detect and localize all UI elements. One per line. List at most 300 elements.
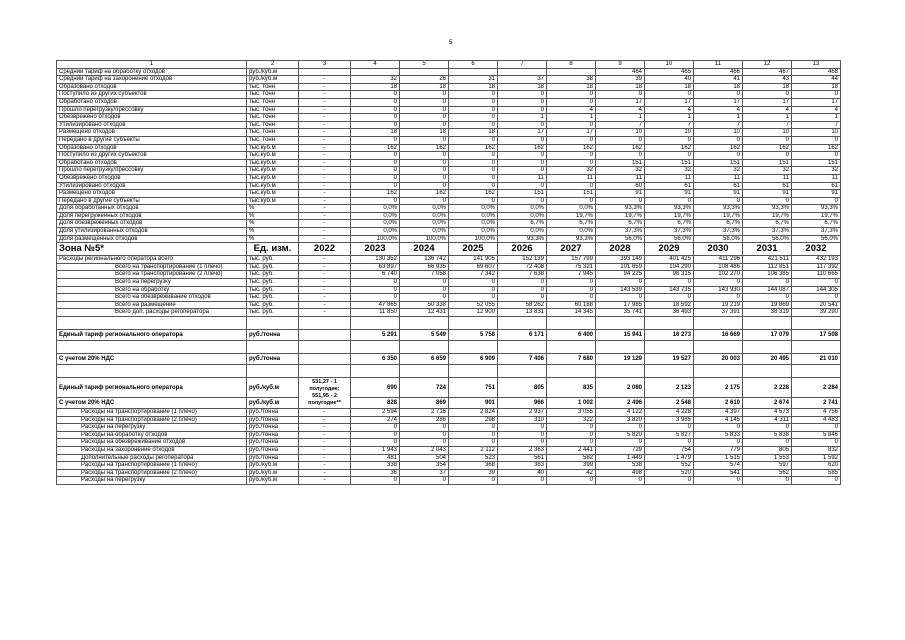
value-cell: 2 284 [792,378,841,398]
value-cell: 0 [449,121,498,129]
empty-cell [57,317,247,330]
value-cell: 0 [547,182,596,190]
empty-cell [57,365,247,378]
value-cell: 17 079 [743,330,792,341]
value-cell: 869 [400,398,449,409]
value-cell: 0 [694,91,743,99]
row-label: Образовано отходов [57,144,247,152]
value-cell: 2 112 [449,446,498,454]
value-cell [400,68,449,76]
value-cell: 104 290 [645,263,694,271]
value-cell: 151 [498,190,547,198]
unit-cell: руб./куб.м [247,398,299,409]
value-cell: 0 [596,294,645,302]
empty-cell [351,317,400,330]
column-number: 8 [547,61,596,69]
value-cell: 10 [743,129,792,137]
empty-cell [792,365,841,378]
table-row [57,439,841,447]
table-row [57,152,841,160]
year-header: 2032 [792,243,841,256]
value-cell: 36 [351,469,400,477]
value-cell: 56,0% [743,235,792,243]
value-cell: 464 [596,68,645,76]
value-cell: 828 [351,398,400,409]
value-cell: 37,3% [645,228,694,236]
value-cell: 901 [449,398,498,409]
value-cell: 0 [351,106,400,114]
empty-cell [547,341,596,354]
value-cell: 0 [743,477,792,485]
row-label: Расходы на транспортирование (1 плечо) [57,409,247,417]
value-cell: 411 296 [694,256,743,264]
value-cell: 17 [792,98,841,106]
value-cell: 93,3% [694,205,743,213]
value-cell: 0 [400,136,449,144]
value-cell: 41 [694,76,743,84]
table-row [57,271,841,279]
value-cell: 151 [792,159,841,167]
empty-cell [449,341,498,354]
value-cell: 0 [449,182,498,190]
value-cell: 11 [792,174,841,182]
unit-cell: тыс. руб. [247,309,299,317]
row-label: Поступило из других субъектов [57,152,247,160]
value-cell: 35 741 [596,309,645,317]
unit-cell: тыс. руб. [247,263,299,271]
value-cell: 15 941 [596,330,645,341]
row-label: Доля обработанных отходов [57,205,247,213]
empty-cell [792,341,841,354]
table-row [57,469,841,477]
value-cell: 7 680 [547,354,596,365]
value-cell: 63 897 [351,263,400,271]
empty-cell [645,365,694,378]
row-label: Расходы на обработку отходов [57,431,247,439]
value-cell: 100,0% [449,235,498,243]
row-label: Расходы на перегрузку [57,424,247,432]
value-cell [498,68,547,76]
table-row [57,76,841,84]
row-label: Доля размещенных отходов [57,235,247,243]
value-cell [547,68,596,76]
unit-cell: руб./куб.м [247,469,299,477]
value-cell: 0,0% [498,228,547,236]
empty-cell [645,317,694,330]
table-row [57,106,841,114]
value-2022: - [299,106,351,114]
unit-cell: % [247,228,299,236]
value-cell: 779 [694,446,743,454]
spacer-row [57,365,841,378]
row-label: Дополнительные расходы регоператора [57,454,247,462]
value-cell: 1 943 [351,446,400,454]
value-cell: 93,3% [792,205,841,213]
value-cell: 38 [547,76,596,84]
value-cell: 58 262 [498,301,547,309]
table-row [57,182,841,190]
value-cell: 466 [694,68,743,76]
value-2022: - [299,271,351,279]
value-cell: 0,0% [498,212,547,220]
value-cell: 0,0% [351,212,400,220]
row-label: Средний тариф на обработку отходов [57,68,247,76]
value-cell: 7 [743,121,792,129]
value-cell: 151 [743,159,792,167]
value-cell: 143 930 [694,286,743,294]
value-cell: 0 [449,167,498,175]
value-cell: 0 [645,294,694,302]
value-cell: 162 [596,144,645,152]
value-cell: 4 [645,106,694,114]
value-cell: 6 171 [498,330,547,341]
value-2022: - [299,91,351,99]
year-header: 2023 [351,243,400,256]
value-cell: 322 [547,416,596,424]
value-2022: - [299,462,351,470]
empty-cell [351,365,400,378]
value-cell: 20 003 [694,354,743,365]
value-2022: - [299,439,351,447]
value-cell: 729 [596,446,645,454]
value-cell: 18 [792,83,841,91]
value-cell: 40 [498,469,547,477]
empty-cell [299,317,351,330]
value-cell: 0 [498,91,547,99]
value-cell: 0 [351,182,400,190]
year-header: 2031 [743,243,792,256]
row-label: Утилизировано отходов [57,121,247,129]
value-cell: 32 [547,167,596,175]
value-cell: 2 824 [449,409,498,417]
value-cell: 37 391 [694,309,743,317]
unit-cell: тыс. тонн [247,98,299,106]
table-row [57,279,841,287]
unit-cell: тыс.куб.м [247,167,299,175]
value-cell: 6,7% [792,220,841,228]
row-label: Обработано отходов [57,98,247,106]
unit-cell: % [247,205,299,213]
value-cell: 0 [400,197,449,205]
value-cell: 0 [547,294,596,302]
value-cell: 0 [400,182,449,190]
value-cell: 4 483 [792,416,841,424]
value-cell: 162 [449,190,498,198]
year-header: 2025 [449,243,498,256]
value-cell: 0 [498,279,547,287]
value-cell: 7 [694,121,743,129]
value-2022: - [299,416,351,424]
value-cell: 399 [547,462,596,470]
column-number-row [57,61,841,69]
value-cell: 0 [351,159,400,167]
value-cell: 0 [400,424,449,432]
value-cell: 100,0% [400,235,449,243]
value-cell: 0 [400,159,449,167]
table-row [57,409,841,417]
value-cell [351,68,400,76]
value-cell: 832 [792,446,841,454]
unit-cell: тыс.куб.м [247,144,299,152]
value-cell: 0 [596,136,645,144]
value-cell: 0 [449,114,498,122]
zone-title: Зона №5* [57,243,247,256]
row-label: Доля утилизированных отходов [57,228,247,236]
value-cell: 0 [400,431,449,439]
empty-cell [694,317,743,330]
value-cell: 1 553 [743,454,792,462]
value-cell: 3 055 [547,409,596,417]
value-cell: 151 [645,159,694,167]
value-cell: 0 [743,279,792,287]
unit-cell: тыс.куб.м [247,159,299,167]
row-label: Всего доп. расходы регоператора [57,309,247,317]
value-cell: 0 [498,182,547,190]
year-header: 2026 [498,243,547,256]
value-2022: - [299,228,351,236]
row-label: Расходы на обезвреживание отходов [57,439,247,447]
value-cell: 520 [645,469,694,477]
value-2022: - [299,76,351,84]
value-cell: 0 [694,279,743,287]
value-cell: 0,0% [400,212,449,220]
value-cell: 0 [400,121,449,129]
value-cell: 0,0% [449,220,498,228]
value-cell: 44 [792,76,841,84]
value-cell: 1 [792,114,841,122]
value-cell: 0 [400,286,449,294]
value-2022: - [299,83,351,91]
table-row [57,121,841,129]
value-cell: 2 123 [645,378,694,398]
value-cell: 3 820 [596,416,645,424]
value-cell: 16 669 [694,330,743,341]
column-number: 9 [596,61,645,69]
value-cell: 91 [596,190,645,198]
value-2022 [299,354,351,365]
value-cell: 18 [351,83,400,91]
unit-cell: тыс.куб.м [247,197,299,205]
value-cell: 0 [498,286,547,294]
table-row [57,228,841,236]
value-cell: 2 937 [498,409,547,417]
value-cell: 620 [792,462,841,470]
row-label: Прошло перегрузку/прессовку [57,106,247,114]
value-cell: 0 [498,159,547,167]
table-row [57,167,841,175]
unit-cell: тыс. тонн [247,136,299,144]
value-cell: 582 [547,454,596,462]
row-label: Доля обезвреженных отходов [57,220,247,228]
value-cell: 1 002 [547,398,596,409]
value-cell: 6,7% [743,220,792,228]
table-row [57,378,841,398]
value-cell: 966 [498,398,547,409]
value-cell: 4 397 [694,409,743,417]
table-row [57,129,841,137]
value-cell: 37,3% [694,228,743,236]
value-cell: 0 [547,279,596,287]
value-cell: 0 [547,121,596,129]
value-cell: 93,3% [743,205,792,213]
unit-cell: руб./тонна [247,409,299,417]
value-cell: 0,0% [547,205,596,213]
value-cell: 162 [743,144,792,152]
value-cell: 5 846 [792,431,841,439]
value-cell: 93,3% [645,205,694,213]
value-cell: 465 [645,68,694,76]
value-cell: 11 [596,174,645,182]
value-cell: 18 [743,83,792,91]
value-cell: 0 [547,424,596,432]
value-cell: 162 [792,144,841,152]
value-cell: 143 539 [596,286,645,294]
value-cell: 0 [694,152,743,160]
value-cell: 0 [351,439,400,447]
value-cell: 18 [547,83,596,91]
value-cell: 401 425 [645,256,694,264]
value-cell: 0 [351,136,400,144]
value-cell: 162 [400,144,449,152]
value-cell: 0 [351,477,400,485]
empty-cell [299,365,351,378]
unit-cell: руб./куб.м [247,378,299,398]
unit-cell: руб./тонна [247,431,299,439]
value-cell: 0 [449,152,498,160]
row-label: Всего на транспортирование (1 плечо) [57,263,247,271]
value-cell: 1 592 [792,454,841,462]
value-cell: 43 [743,76,792,84]
value-cell: 10 [596,129,645,137]
value-cell: 108 486 [694,263,743,271]
value-cell: 5 758 [449,330,498,341]
value-cell: 0 [743,439,792,447]
value-cell: 0 [645,91,694,99]
value-cell: 0 [351,152,400,160]
table-row [57,83,841,91]
value-cell: 39 290 [792,309,841,317]
row-label: Всего на транспортирование (2 плечо) [57,271,247,279]
table-row [57,330,841,341]
value-2022: - [299,279,351,287]
value-cell: 498 [596,469,645,477]
value-cell: 52 055 [449,301,498,309]
value-cell: 101 659 [596,263,645,271]
column-number: 1 [57,61,247,69]
value-cell: 17 [645,98,694,106]
value-cell: 10 [645,129,694,137]
unit-cell: тыс. тонн [247,121,299,129]
value-cell: 60 188 [547,301,596,309]
value-cell: 1 [645,114,694,122]
value-cell: 0 [351,121,400,129]
value-cell: 19,7% [743,212,792,220]
value-cell: 12 431 [400,309,449,317]
column-number: 10 [645,61,694,69]
value-cell: 4 [547,106,596,114]
value-cell: 597 [743,462,792,470]
value-cell: 5 833 [694,431,743,439]
value-cell: 93,3% [498,235,547,243]
value-cell: 0 [547,286,596,294]
value-cell: 6,7% [694,220,743,228]
value-2022: - [299,263,351,271]
table-row [57,190,841,198]
value-cell: 0 [743,136,792,144]
value-cell: 2 496 [596,398,645,409]
value-cell: 18 [449,129,498,137]
value-cell: 2 228 [743,378,792,398]
value-cell: 421 511 [743,256,792,264]
value-cell: 19 527 [645,354,694,365]
table-row [57,144,841,152]
value-cell: 2 441 [547,446,596,454]
value-cell: 7 [596,121,645,129]
value-cell: 0 [498,424,547,432]
value-cell: 2 548 [645,398,694,409]
value-cell: 1 [743,114,792,122]
value-cell: 754 [645,446,694,454]
value-cell: 481 [351,454,400,462]
value-cell: 2 043 [400,446,449,454]
value-cell: 42 [547,469,596,477]
value-cell: 541 [694,469,743,477]
value-cell: 0 [792,477,841,485]
value-cell: 0 [400,279,449,287]
value-cell: 0 [400,439,449,447]
table-row [57,205,841,213]
value-cell: 6 740 [351,271,400,279]
value-cell: 2 741 [792,398,841,409]
table-row [57,263,841,271]
unit-cell: тыс.куб.м [247,174,299,182]
value-cell: 56,0% [645,235,694,243]
table-row [57,136,841,144]
table-row [57,431,841,439]
column-number: 11 [694,61,743,69]
spacer-row [57,341,841,354]
value-cell: 17 [743,98,792,106]
value-cell: 6,7% [645,220,694,228]
value-cell: 805 [743,446,792,454]
unit-cell: % [247,212,299,220]
column-number: 3 [299,61,351,69]
value-cell: 0 [547,159,596,167]
value-cell: 0 [449,136,498,144]
row-label: С учетом 20% НДС [57,354,247,365]
value-cell: 162 [645,144,694,152]
value-cell: 11 [498,174,547,182]
value-cell: 0 [694,439,743,447]
row-label: Образовано отходов [57,83,247,91]
value-cell: 4 [743,106,792,114]
value-cell: 19,7% [645,212,694,220]
table-row [57,354,841,365]
value-cell: 102 270 [694,271,743,279]
unit-cell: тыс.куб.м [247,182,299,190]
value-cell: 37,3% [743,228,792,236]
row-label: Всего на перегрузку [57,279,247,287]
unit-cell: тыс. руб. [247,271,299,279]
value-cell: 0 [547,91,596,99]
value-cell: 157 799 [547,256,596,264]
value-cell: 561 [498,454,547,462]
row-label: Расходы на перегрузку [57,477,247,485]
value-2022: - [299,235,351,243]
value-cell: 93,3% [596,205,645,213]
value-cell: 1 [498,114,547,122]
unit-cell: руб./тонна [247,439,299,447]
